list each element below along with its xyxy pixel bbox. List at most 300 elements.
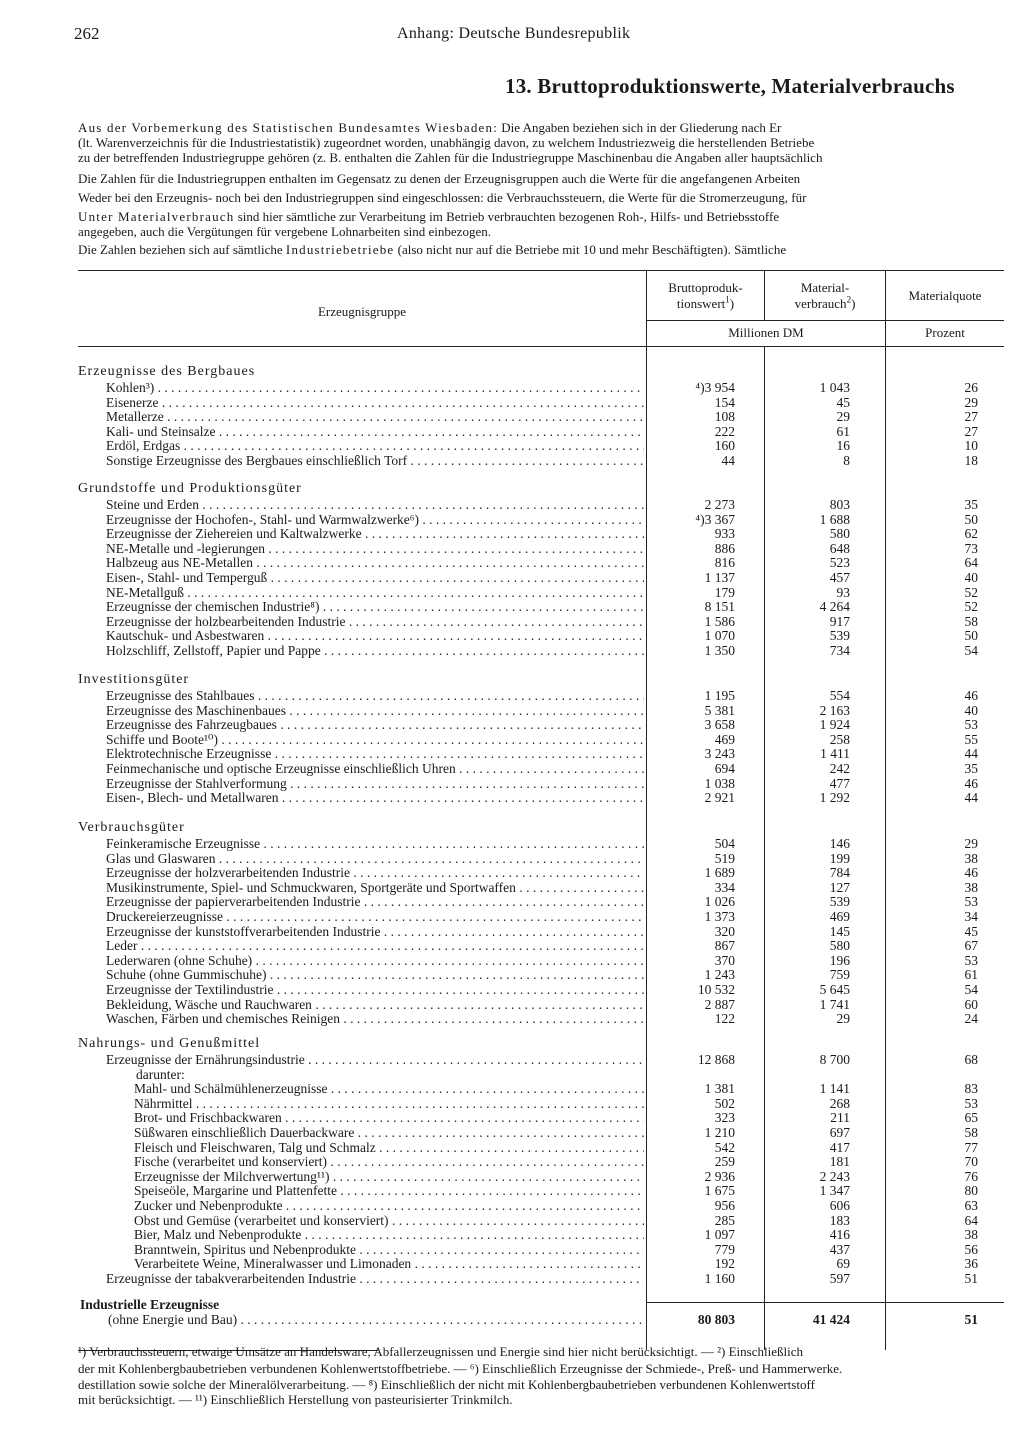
table-row <box>78 718 1004 732</box>
cell-materialquote: 73 <box>964 540 978 556</box>
row-label: Erzeugnisse des Maschinenbaues . . . <box>106 704 644 718</box>
cell-materialverbrauch: 597 <box>829 1271 850 1286</box>
row-label: Fleisch und Fleischwaren, Talg und Schmalz . . . <box>134 1141 644 1155</box>
unit-prozent: Prozent <box>925 325 965 340</box>
cell-bruttoproduktionswert: 1 675 <box>704 1183 735 1199</box>
table-row <box>78 1068 1004 1082</box>
cell-bruttoproduktionswert: 1 097 <box>704 1227 735 1243</box>
table-row <box>78 1111 1004 1125</box>
cell-bruttoproduktionswert: 323 <box>714 1110 735 1126</box>
table-row <box>78 1228 1004 1242</box>
cell-materialverbrauch: 648 <box>829 540 850 556</box>
cell-materialverbrauch: 2 163 <box>819 702 850 718</box>
row-label: Holzschliff, Zellstoff, Papier und Pappe . . . <box>106 644 644 658</box>
cell-materialquote: 38 <box>964 850 978 866</box>
table-row <box>78 425 1004 439</box>
cell-materialverbrauch: 268 <box>829 1095 850 1111</box>
row-label: Erzeugnisse der papierverarbeitenden Industrie . . . <box>106 895 644 909</box>
table-row <box>78 1141 1004 1155</box>
cell-materialquote: 62 <box>964 526 978 542</box>
cell-bruttoproduktionswert: 816 <box>714 555 735 571</box>
cell-materialverbrauch: 1 741 <box>819 996 850 1012</box>
cell-materialverbrauch: 146 <box>829 836 850 851</box>
table-row <box>78 629 1004 643</box>
cell-materialquote: 70 <box>964 1154 978 1170</box>
row-label: Speiseöle, Margarine und Plattenfette . . . <box>134 1184 644 1198</box>
cell-bruttoproduktionswert: 2 921 <box>704 790 735 806</box>
table-row <box>78 1184 1004 1198</box>
row-label: Kautschuk- und Asbestwaren . . . <box>106 629 644 643</box>
footnote-line: mit berücksichtigt. — ¹¹) Einschließlich Herstellung von pasteurisierter Trinkmilch. <box>78 1392 513 1407</box>
cell-materialquote: 29 <box>964 394 978 410</box>
cell-bruttoproduktionswert: 222 <box>714 423 735 439</box>
row-label: Schiffe und Boote¹⁰) . . . <box>106 733 644 747</box>
row-label: Erzeugnisse der holzverarbeitenden Industrie . . . <box>106 866 644 880</box>
row-label: Zucker und Nebenprodukte . . . <box>134 1199 644 1213</box>
intro-emphasis: Industriebetriebe <box>285 243 395 257</box>
row-label: Steine und Erden . . . <box>106 498 644 512</box>
table-row <box>78 396 1004 410</box>
row-label: Bier, Malz und Nebenprodukte . . . <box>134 1228 644 1242</box>
header-materialverbrauch <box>765 280 885 312</box>
cell-bruttoproduktionswert: 3 243 <box>704 746 735 762</box>
cell-bruttoproduktionswert: 179 <box>714 584 735 600</box>
table-row <box>78 895 1004 909</box>
cell-materialquote: 76 <box>964 1168 978 1184</box>
cell-materialverbrauch: 1 688 <box>819 511 850 527</box>
table-row <box>78 1257 1004 1271</box>
table-row <box>78 1272 1004 1286</box>
cell-materialquote: 54 <box>964 982 978 997</box>
table-row <box>78 571 1004 585</box>
footnote-ref: 1 <box>725 294 730 305</box>
intro-line <box>78 121 1004 135</box>
row-label: Musikinstrumente, Spiel- und Schmuckwaren, Sportgeräte und Sportwaffen . . . <box>106 881 644 895</box>
cell-materialquote: 60 <box>964 996 978 1012</box>
intro-text: sind hier sämtliche zur Verarbeitung im Betrieb verbrauchten bezogenen Roh-, Hilfs- und Betriebsstoffe <box>237 210 780 224</box>
row-label: Eisen-, Stahl- und Temperguß . . . <box>106 571 644 585</box>
cell-bruttoproduktionswert: 3 658 <box>704 717 735 733</box>
total-materialverbrauch: 41 424 <box>812 1312 850 1327</box>
total-bruttoproduktionswert: 80 803 <box>697 1312 735 1327</box>
total-sublabel: (ohne Energie und Bau) . . . <box>108 1313 644 1327</box>
row-label: Erzeugnisse des Stahlbaues . . . <box>106 689 644 703</box>
table-row <box>78 644 1004 658</box>
row-label: Lederwaren (ohne Schuhe) . . . <box>106 954 644 968</box>
cell-materialverbrauch: 523 <box>829 555 850 571</box>
cell-materialquote: 80 <box>964 1183 978 1199</box>
cell-bruttoproduktionswert: 694 <box>714 761 735 776</box>
cell-bruttoproduktionswert: 2 936 <box>704 1168 735 1184</box>
cell-materialverbrauch: 196 <box>829 952 850 968</box>
intro-text: Die Zahlen beziehen sich auf sämtliche <box>78 243 283 257</box>
cell-materialquote: 40 <box>964 570 978 585</box>
section-title: Erzeugnisse des Bergbaues <box>78 364 256 379</box>
intro-line <box>78 210 1004 224</box>
cell-bruttoproduktionswert: ⁴)3 954 <box>695 380 735 395</box>
cell-bruttoproduktionswert: 5 381 <box>704 702 735 718</box>
cell-materialverbrauch: 1 141 <box>819 1081 850 1097</box>
total-row <box>78 1313 1004 1327</box>
cell-bruttoproduktionswert: 8 151 <box>704 599 735 615</box>
cell-materialverbrauch: 469 <box>829 909 850 924</box>
cell-bruttoproduktionswert: 1 381 <box>704 1081 735 1097</box>
cell-bruttoproduktionswert: 519 <box>714 850 735 866</box>
header-text: verbrauch$^2$) <box>794 294 856 311</box>
intro-source: Aus der Vorbemerkung des Statistischen Bundesamtes Wiesbaden: <box>78 121 499 135</box>
cell-materialquote: 53 <box>964 717 978 733</box>
cell-materialverbrauch: 759 <box>829 967 850 983</box>
table-row <box>78 615 1004 629</box>
cell-bruttoproduktionswert: 1 586 <box>704 613 735 629</box>
cell-materialverbrauch: 1 292 <box>819 790 850 806</box>
cell-bruttoproduktionswert: 956 <box>714 1198 735 1213</box>
table-row <box>78 410 1004 424</box>
row-label: Schuhe (ohne Gummischuhe) . . . <box>106 968 644 982</box>
header-sub-rule <box>646 320 1004 321</box>
cell-bruttoproduktionswert: 44 <box>721 453 735 468</box>
cell-materialquote: 65 <box>964 1110 978 1126</box>
table-row <box>78 998 1004 1012</box>
cell-materialquote: 34 <box>964 909 978 924</box>
header-text: Bruttoproduk- <box>668 280 743 295</box>
page-number: 262 <box>74 24 100 43</box>
table-row <box>78 1126 1004 1140</box>
table-row <box>78 791 1004 805</box>
cell-materialverbrauch: 697 <box>829 1125 850 1140</box>
table-row <box>78 542 1004 556</box>
cell-bruttoproduktionswert: 285 <box>714 1212 735 1228</box>
cell-bruttoproduktionswert: 2 273 <box>704 497 735 512</box>
cell-bruttoproduktionswert: 1 137 <box>704 570 735 585</box>
cell-bruttoproduktionswert: 933 <box>714 526 735 542</box>
row-label: Nährmittel . . . <box>134 1097 644 1111</box>
cell-materialquote: 46 <box>964 688 978 703</box>
cell-bruttoproduktionswert: 160 <box>714 438 735 454</box>
row-label: Bekleidung, Wäsche und Rauchwaren . . . <box>106 998 644 1012</box>
cell-bruttoproduktionswert: ⁴)3 367 <box>695 511 735 527</box>
row-label: Feinkeramische Erzeugnisse . . . <box>106 837 644 851</box>
table-row <box>78 586 1004 600</box>
cell-bruttoproduktionswert: 779 <box>714 1241 735 1257</box>
cell-materialverbrauch: 183 <box>829 1212 850 1228</box>
cell-materialquote: 46 <box>964 865 978 881</box>
cell-materialverbrauch: 61 <box>836 423 850 439</box>
cell-bruttoproduktionswert: 2 887 <box>704 996 735 1012</box>
cell-materialverbrauch: 93 <box>836 584 850 600</box>
cell-bruttoproduktionswert: 542 <box>714 1139 735 1155</box>
cell-materialquote: 64 <box>964 1212 978 1228</box>
cell-materialverbrauch: 8 <box>843 453 850 468</box>
cell-materialquote: 63 <box>964 1198 978 1213</box>
row-label: Erdöl, Erdgas . . . <box>106 439 644 453</box>
cell-materialverbrauch: 539 <box>829 894 850 910</box>
row-label: Sonstige Erzeugnisse des Bergbaues einschließlich Torf . . . <box>106 454 644 468</box>
cell-materialquote: 51 <box>964 1271 978 1286</box>
cell-materialquote: 50 <box>964 628 978 644</box>
cell-materialquote: 50 <box>964 511 978 527</box>
row-label: Obst und Gemüse (verarbeitet und konserviert) . . . <box>134 1214 644 1228</box>
cell-materialquote: 46 <box>964 775 978 791</box>
intro-line: (lt. Warenverzeichnis für die Industriestatistik) zugeordnet worden, unabhängig davon, zu welchem Industriezweig die herstellenden Betriebe <box>78 136 815 150</box>
header-bruttoproduktionswert <box>647 280 764 312</box>
running-head: Anhang: Deutsche Bundesrepublik <box>397 25 631 42</box>
cell-bruttoproduktionswert: 122 <box>714 1011 735 1027</box>
intro-text: (also nicht nur auf die Betriebe mit 10 und mehr Beschäftigten). Sämtliche <box>397 243 787 257</box>
cell-materialverbrauch: 580 <box>829 526 850 542</box>
section-title: Grundstoffe und Produktionsgüter <box>78 481 302 496</box>
cell-bruttoproduktionswert: 1 689 <box>704 865 735 881</box>
row-label: Kali- und Steinsalze . . . <box>106 425 644 439</box>
table-row <box>78 733 1004 747</box>
cell-materialverbrauch: 784 <box>829 865 850 881</box>
cell-bruttoproduktionswert: 370 <box>714 952 735 968</box>
table-row <box>78 1097 1004 1111</box>
cell-bruttoproduktionswert: 259 <box>714 1154 735 1170</box>
footnote-line: destillation sowie solche der Mineralölverarbeitung. — ⁸) Einschließlich der nicht mit Kohlenbergbaubetrieben verbundenen Kohlenwertstoff <box>78 1377 815 1392</box>
cell-materialquote: 53 <box>964 1095 978 1111</box>
cell-materialverbrauch: 803 <box>829 497 850 512</box>
table-row <box>78 866 1004 880</box>
cell-bruttoproduktionswert: 867 <box>714 938 735 954</box>
cell-materialverbrauch: 181 <box>829 1154 850 1170</box>
table-title: 13. Bruttoproduktionswerte, Materialverbrauchs <box>505 74 955 98</box>
table-row <box>78 852 1004 866</box>
cell-materialverbrauch: 539 <box>829 628 850 644</box>
total-materialquote: 51 <box>964 1312 978 1327</box>
table-row <box>78 704 1004 718</box>
unit-millionen-dm: Millionen DM <box>728 325 804 340</box>
cell-materialverbrauch: 45 <box>836 394 850 410</box>
table-row <box>78 1082 1004 1096</box>
row-label: Erzeugnisse der Ziehereien und Kaltwalzwerke . . . <box>106 527 644 541</box>
cell-materialverbrauch: 211 <box>830 1110 850 1126</box>
row-label: Erzeugnisse der chemischen Industrie⁸) . . . <box>106 600 644 614</box>
cell-materialquote: 29 <box>964 836 978 851</box>
cell-materialquote: 67 <box>964 938 978 954</box>
cell-bruttoproduktionswert: 504 <box>714 836 735 851</box>
cell-materialquote: 54 <box>964 643 978 658</box>
table-row <box>78 556 1004 570</box>
cell-materialverbrauch: 8 700 <box>819 1052 850 1067</box>
table-row <box>78 910 1004 924</box>
cell-materialverbrauch: 477 <box>829 775 850 791</box>
cell-materialverbrauch: 1 043 <box>819 380 850 395</box>
cell-bruttoproduktionswert: 1 195 <box>704 688 735 703</box>
row-label: Leder . . . <box>106 939 644 953</box>
cell-materialquote: 61 <box>964 967 978 983</box>
cell-materialverbrauch: 5 645 <box>819 982 850 997</box>
cell-materialverbrauch: 127 <box>829 879 850 895</box>
intro-emphasis: Unter Materialverbrauch <box>78 210 235 224</box>
cell-materialverbrauch: 258 <box>829 731 850 747</box>
table-row <box>78 925 1004 939</box>
row-label: Branntwein, Spiritus und Nebenprodukte . . . <box>134 1243 644 1257</box>
cell-materialquote: 52 <box>964 599 978 615</box>
table-row <box>78 498 1004 512</box>
row-label: Feinmechanische und optische Erzeugnisse einschließlich Uhren . . . <box>106 762 644 776</box>
intro-line <box>78 243 1004 257</box>
cell-materialquote: 53 <box>964 952 978 968</box>
intro-line: zu der betreffenden Industriegruppe gehören (z. B. enthalten die Zahlen für die Industriegruppe Maschinenbau die Angaben aller hauptsächlich <box>78 151 823 165</box>
row-label: Verarbeitete Weine, Mineralwasser und Limonaden . . . <box>134 1257 644 1271</box>
table-row <box>78 954 1004 968</box>
table-row <box>78 762 1004 776</box>
cell-materialquote: 44 <box>964 790 978 806</box>
cell-bruttoproduktionswert: 886 <box>714 540 735 556</box>
table-row <box>78 983 1004 997</box>
cell-materialverbrauch: 554 <box>829 688 850 703</box>
row-label: Halbzeug aus NE-Metallen . . . <box>106 556 644 570</box>
section-title: Nahrungs- und Genußmittel <box>78 1036 261 1051</box>
cell-materialverbrauch: 2 243 <box>819 1168 850 1184</box>
row-label: Mahl- und Schälmühlenerzeugnisse . . . <box>134 1082 644 1096</box>
intro-text: Die Angaben beziehen sich in der Gliederung nach Er <box>501 121 782 135</box>
cell-bruttoproduktionswert: 12 868 <box>697 1052 735 1067</box>
header-materialquote: Materialquote <box>908 288 982 303</box>
table-row <box>78 968 1004 982</box>
row-label: Eisenerze . . . <box>106 396 644 410</box>
cell-materialverbrauch: 1 411 <box>820 746 850 762</box>
cell-materialverbrauch: 29 <box>836 409 850 425</box>
cell-bruttoproduktionswert: 108 <box>714 409 735 425</box>
row-label: Glas und Glaswaren . . . <box>106 852 644 866</box>
cell-materialquote: 38 <box>964 1227 978 1243</box>
cell-materialquote: 56 <box>964 1241 978 1257</box>
row-label: Fische (verarbeitet und konserviert) . . . <box>134 1155 644 1169</box>
header-text: tionswert <box>676 296 726 311</box>
cell-materialverbrauch: 417 <box>829 1139 850 1155</box>
cell-bruttoproduktionswert: 1 373 <box>704 909 735 924</box>
section-title: Verbrauchsgüter <box>78 820 185 835</box>
table-row <box>78 381 1004 395</box>
cell-materialquote: 64 <box>964 555 978 571</box>
cell-materialquote: 77 <box>964 1139 978 1155</box>
header-text: tionswert$^1$) <box>676 294 735 311</box>
table-row <box>78 939 1004 953</box>
cell-materialquote: 10 <box>964 438 978 454</box>
row-label: Erzeugnisse der tabakverarbeitenden Industrie . . . <box>106 1272 644 1286</box>
cell-bruttoproduktionswert: 192 <box>714 1256 735 1272</box>
row-label: Druckereierzeugnisse . . . <box>106 910 644 924</box>
cell-materialquote: 35 <box>964 761 978 776</box>
total-row <box>78 1298 1004 1312</box>
cell-materialverbrauch: 457 <box>829 570 850 585</box>
row-label: Metallerze . . . <box>106 410 644 424</box>
cell-materialverbrauch: 16 <box>836 438 850 454</box>
cell-bruttoproduktionswert: 502 <box>714 1095 735 1111</box>
header-erzeugnisgruppe: Erzeugnisgruppe <box>317 304 407 319</box>
cell-bruttoproduktionswert: 1 243 <box>704 967 735 983</box>
row-label: Brot- und Frischbackwaren . . . <box>134 1111 644 1125</box>
cell-materialquote: 58 <box>964 613 978 629</box>
row-label: darunter: <box>136 1067 185 1082</box>
table-row <box>78 513 1004 527</box>
cell-materialquote: 26 <box>964 380 978 395</box>
footnote-ref: 2 <box>846 294 852 305</box>
table-row <box>78 1243 1004 1257</box>
cell-materialverbrauch: 4 264 <box>819 599 850 615</box>
table-row <box>78 439 1004 453</box>
table-row <box>78 1053 1004 1067</box>
table-row <box>78 1155 1004 1169</box>
cell-materialverbrauch: 242 <box>829 761 850 776</box>
cell-materialquote: 53 <box>964 894 978 910</box>
header-text: verbrauch <box>794 296 847 311</box>
cell-materialquote: 58 <box>964 1125 978 1140</box>
table-row <box>78 454 1004 468</box>
table-row <box>78 1170 1004 1184</box>
cell-materialquote: 27 <box>964 423 978 439</box>
table-top-rule <box>78 270 1004 271</box>
cell-materialquote: 27 <box>964 409 978 425</box>
row-label: NE-Metalle und -legierungen . . . <box>106 542 644 556</box>
cell-materialquote: 18 <box>964 453 978 468</box>
row-label: Erzeugnisse der Hochofen-, Stahl- und Warmwalzwerke⁶) . . . <box>106 513 644 527</box>
cell-bruttoproduktionswert: 469 <box>714 731 735 747</box>
header-bottom-rule <box>78 346 1004 347</box>
cell-materialquote: 44 <box>964 746 978 762</box>
cell-materialquote: 35 <box>964 497 978 512</box>
cell-materialverbrauch: 1 347 <box>819 1183 850 1199</box>
intro-line: angegeben, auch die Vergütungen für vergebene Lohnarbeiten sind einbezogen. <box>78 225 491 239</box>
cell-materialverbrauch: 437 <box>829 1241 850 1257</box>
cell-materialquote: 36 <box>964 1256 978 1272</box>
cell-materialquote: 40 <box>964 702 978 718</box>
row-label: Erzeugnisse der Ernährungsindustrie . . . <box>106 1053 644 1067</box>
row-label: Eisen-, Blech- und Metallwaren . . . <box>106 791 644 805</box>
cell-bruttoproduktionswert: 1 210 <box>704 1125 735 1140</box>
table-row <box>78 747 1004 761</box>
cell-bruttoproduktionswert: 1 160 <box>704 1271 735 1286</box>
cell-bruttoproduktionswert: 320 <box>714 923 735 939</box>
total-label: Industrielle Erzeugnisse <box>80 1298 220 1312</box>
cell-materialverbrauch: 734 <box>829 643 850 658</box>
cell-materialverbrauch: 1 924 <box>819 717 850 733</box>
table-row <box>78 1199 1004 1213</box>
row-label: Süßwaren einschließlich Dauerbackware . . . <box>134 1126 644 1140</box>
cell-materialverbrauch: 606 <box>829 1198 850 1213</box>
table-row <box>78 527 1004 541</box>
table-row <box>78 777 1004 791</box>
table-row <box>78 689 1004 703</box>
cell-materialverbrauch: 29 <box>836 1011 850 1027</box>
cell-materialquote: 83 <box>964 1081 978 1097</box>
row-label: Waschen, Färben und chemisches Reinigen . . . <box>106 1012 644 1026</box>
section-title: Investitionsgüter <box>78 672 190 687</box>
row-label: Erzeugnisse der Textilindustrie . . . <box>106 983 644 997</box>
cell-bruttoproduktionswert: 1 070 <box>704 628 735 644</box>
table-row <box>78 1214 1004 1228</box>
table-row <box>78 600 1004 614</box>
cell-materialquote: 45 <box>964 923 978 939</box>
cell-materialquote: 68 <box>964 1052 978 1067</box>
row-label: Erzeugnisse des Fahrzeugbaues . . . <box>106 718 644 732</box>
cell-materialverbrauch: 145 <box>829 923 850 939</box>
cell-bruttoproduktionswert: 334 <box>714 879 735 895</box>
table-row <box>78 837 1004 851</box>
row-label: Kohlen³) . . . <box>106 381 644 395</box>
row-label: NE-Metallguß . . . <box>106 586 644 600</box>
cell-bruttoproduktionswert: 1 038 <box>704 775 735 791</box>
intro-line: Die Zahlen für die Industriegruppen enthalten im Gegensatz zu denen der Erzeugnisgruppen auch die Werte für die angefangenen Arbeiten <box>78 172 801 186</box>
table-row <box>78 881 1004 895</box>
cell-bruttoproduktionswert: 1 026 <box>704 894 735 910</box>
row-label: Erzeugnisse der kunststoffverarbeitenden Industrie . . . <box>106 925 644 939</box>
cell-materialquote: 55 <box>964 731 978 747</box>
cell-bruttoproduktionswert: 10 532 <box>697 982 735 997</box>
row-label: Erzeugnisse der Milchverwertung¹¹) . . . <box>134 1170 644 1184</box>
